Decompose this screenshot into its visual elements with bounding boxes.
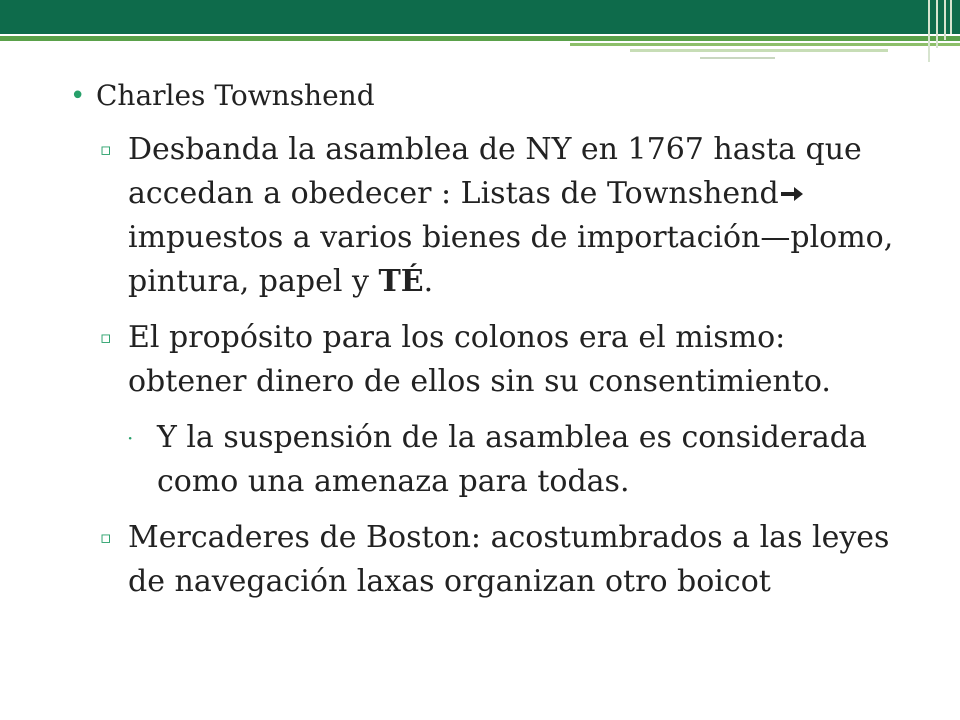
slide-content bbox=[70, 78, 910, 616]
subpoint-text: Y la suspensión de la asamblea es considerada como una amenaza para todas. bbox=[157, 420, 867, 499]
header-decor-line bbox=[928, 0, 930, 62]
point-text: Desbanda la asamblea de NY en 1767 hasta que accedan a obedecer : Listas de Townshend bbox=[128, 132, 862, 211]
emphasis-text: TÉ bbox=[378, 264, 424, 299]
header-stripe bbox=[630, 49, 888, 52]
point-item bbox=[100, 516, 910, 604]
point-item bbox=[100, 316, 910, 404]
point-text: El propósito para los colonos era el mismo: obtener dinero de ellos sin su consentimiento. bbox=[128, 320, 831, 399]
bullet-square-icon: ▫ bbox=[100, 528, 112, 548]
heading-item bbox=[70, 78, 910, 114]
header-stripe bbox=[570, 43, 960, 46]
subpoint-item bbox=[127, 416, 910, 504]
header-decor-line bbox=[936, 0, 938, 48]
arrow-right-icon bbox=[780, 185, 804, 203]
header-stripe bbox=[0, 36, 960, 41]
header-decor-line bbox=[944, 0, 946, 40]
header-decor-line bbox=[950, 0, 952, 34]
bullet-dot-icon: • bbox=[70, 81, 86, 111]
point-text: . bbox=[423, 264, 434, 299]
header-stripe bbox=[700, 57, 775, 59]
header-bar bbox=[0, 0, 960, 34]
bullet-square-icon: ▫ bbox=[100, 140, 112, 160]
point-item bbox=[100, 128, 910, 304]
bullet-dot-small-icon: · bbox=[127, 426, 134, 450]
point-text: impuestos a varios bienes de importación—plomo, pintura, papel y bbox=[128, 220, 894, 299]
point-text: Mercaderes de Boston: acostumbrados a las leyes de navegación laxas organizan otro boicot bbox=[128, 520, 890, 599]
bullet-square-icon: ▫ bbox=[100, 328, 112, 348]
heading-text: Charles Townshend bbox=[96, 79, 375, 112]
